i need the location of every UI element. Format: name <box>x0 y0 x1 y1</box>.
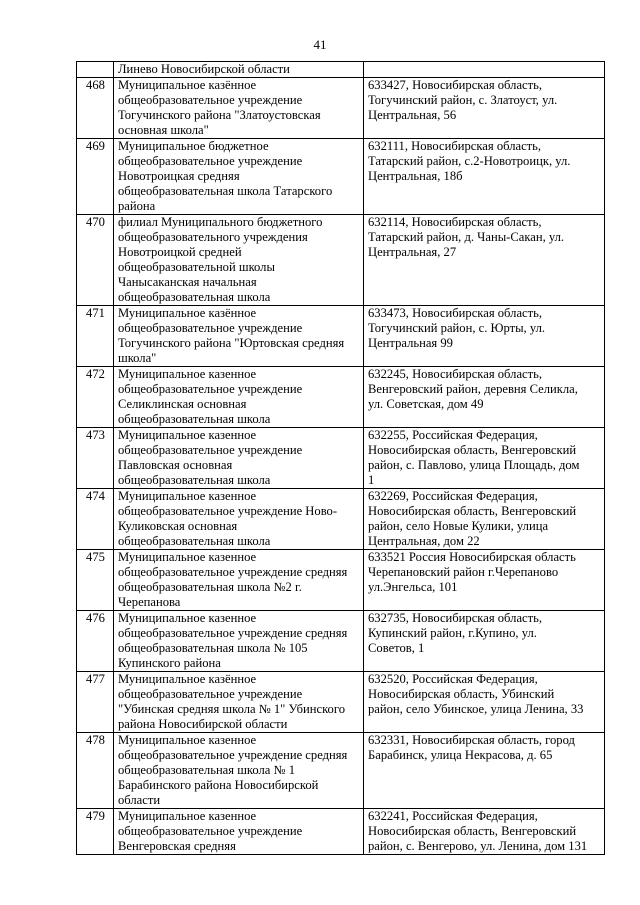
row-number: 473 <box>77 428 114 489</box>
institution-address: 632520, Российская Федерация, Новосибирская область, Убинский район, село Убинское, улица Ленина, 33 <box>368 672 584 716</box>
table-row <box>77 62 605 78</box>
institution-address-cell <box>364 62 605 78</box>
institution-name-cell <box>114 489 364 550</box>
row-number: 478 <box>77 733 114 809</box>
institution-address: 633427, Новосибирская область, Тогучинский район, с. Златоуст, ул. Центральная, 56 <box>368 78 558 122</box>
table-row <box>77 428 605 489</box>
row-number: 477 <box>77 672 114 733</box>
institution-name: Муниципальное казенное общеобразовательное учреждение Селиклинская основная общеобразовательная школа <box>118 367 303 426</box>
institution-address-cell <box>364 215 605 306</box>
institution-name-cell <box>114 550 364 611</box>
institution-name-cell <box>114 215 364 306</box>
institution-name: Муниципальное казенное общеобразовательное учреждение Ново- Куликовская основная общеобразовательная школа <box>118 489 338 548</box>
institution-address: 632245, Новосибирская область, Венгеровский район, деревня Селикла, ул. Советская, дом 49 <box>368 367 578 411</box>
institution-address: 633473, Новосибирская область, Тогучинский район, с. Юрты, ул. Центральная 99 <box>368 306 546 350</box>
institution-address-cell <box>364 809 605 855</box>
institution-name: Муниципальное казённое общеобразовательное учреждение "Убинская средняя школа № 1" Убинского района Новосибирской области <box>118 672 345 731</box>
table-row <box>77 550 605 611</box>
table-row <box>77 306 605 367</box>
row-number: 471 <box>77 306 114 367</box>
row-number: 472 <box>77 367 114 428</box>
row-number: 470 <box>77 215 114 306</box>
table-row <box>77 78 605 139</box>
institution-name: Муниципальное бюджетное общеобразовательное учреждение Новотроицкая средняя общеобразовательная школа Татарского района <box>118 139 333 213</box>
institution-address: 632331, Новосибирская область, город Барабинск, улица Некрасова, д. 65 <box>368 733 575 762</box>
row-number: 474 <box>77 489 114 550</box>
table-row <box>77 809 605 855</box>
institution-address-cell <box>364 306 605 367</box>
institution-address-cell <box>364 78 605 139</box>
row-number: 475 <box>77 550 114 611</box>
table-row <box>77 733 605 809</box>
institution-address-cell <box>364 428 605 489</box>
row-number: 479 <box>77 809 114 855</box>
institution-name-cell <box>114 306 364 367</box>
institution-address: 632241, Российская Федерация, Новосибирская область, Венгеровский район, с. Венгерово, ул. Ленина, дом 131 <box>368 809 588 853</box>
institution-name: Муниципальное казённое общеобразовательное учреждение Тогучинского района "Юртовская средняя школа" <box>118 306 345 365</box>
page-number: 41 <box>313 37 327 52</box>
table-row <box>77 489 605 550</box>
institution-name-cell <box>114 367 364 428</box>
institution-name: Муниципальное казенное общеобразовательное учреждение средняя общеобразовательная школа №2 г. Черепанова <box>118 550 348 609</box>
row-number: 469 <box>77 139 114 215</box>
institution-address-cell <box>364 611 605 672</box>
institution-name: Муниципальное казённое общеобразовательное учреждение Тогучинского района "Златоустовская основная школа" <box>118 78 321 137</box>
institution-name: филиал Муниципального бюджетного общеобразовательного учреждения Новотроицкой средней общеобразовательной школы Чанысаканская начальная общеобразовательная школа <box>118 215 323 304</box>
institution-name-cell <box>114 428 364 489</box>
institution-name-cell <box>114 139 364 215</box>
institution-address-cell <box>364 733 605 809</box>
table-row <box>77 139 605 215</box>
institution-address-cell <box>364 367 605 428</box>
institution-address-cell <box>364 489 605 550</box>
institution-name-cell <box>114 78 364 139</box>
institution-name-cell <box>114 733 364 809</box>
institution-address: 633521 Россия Новосибирская область Черепановский район г.Черепаново ул.Энгельса, 101 <box>368 550 576 594</box>
institution-address: 632735, Новосибирская область, Купинский район, г.Купино, ул. Советов, 1 <box>368 611 543 655</box>
institution-name: Муниципальное казенное общеобразовательное учреждение средняя общеобразовательная школа № 105 Купинского района <box>118 611 348 670</box>
institution-address: 632269, Российская Федерация, Новосибирская область, Венгеровский район, село Новые Кулики, улица Центральная, дом 22 <box>368 489 577 548</box>
institution-name-cell <box>114 62 364 78</box>
row-number <box>77 62 114 78</box>
institution-address-cell <box>364 550 605 611</box>
institution-address: 632111, Новосибирская область, Татарский район, с.2-Новотроицк, ул. Центральная, 18б <box>368 139 571 183</box>
institutions-table <box>76 61 605 855</box>
institution-name: Муниципальное казенное общеобразовательное учреждение средняя общеобразовательная школа № 1 Барабинского района Новосибирской области <box>118 733 348 807</box>
table-row <box>77 215 605 306</box>
row-number: 468 <box>77 78 114 139</box>
institution-name-cell <box>114 611 364 672</box>
institution-name: Линево Новосибирской области <box>118 62 290 76</box>
table-row <box>77 672 605 733</box>
institution-name: Муниципальное казенное общеобразовательное учреждение Венгеровская средняя <box>118 809 303 853</box>
institution-name-cell <box>114 672 364 733</box>
table-row <box>77 611 605 672</box>
institution-address-cell <box>364 672 605 733</box>
institution-address-cell <box>364 139 605 215</box>
table-row <box>77 367 605 428</box>
institution-address: 632255, Российская Федерация, Новосибирская область, Венгеровский район, с. Павлово, улица Площадь, дом 1 <box>368 428 580 487</box>
row-number: 476 <box>77 611 114 672</box>
institution-name-cell <box>114 809 364 855</box>
institution-name: Муниципальное казенное общеобразовательное учреждение Павловская основная общеобразовательная школа <box>118 428 303 487</box>
institution-address: 632114, Новосибирская область, Татарский район, д. Чаны-Сакан, ул. Центральная, 27 <box>368 215 565 259</box>
